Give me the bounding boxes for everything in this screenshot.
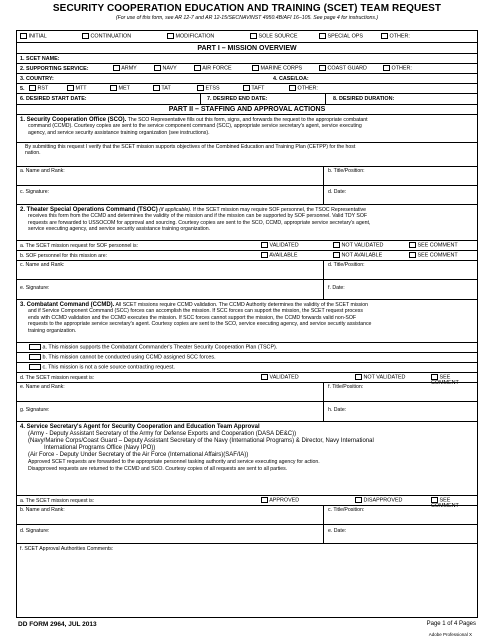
ccmd-date-field[interactable]: h. Date: [328,407,347,413]
agent-name-field[interactable]: b. Name and Rank: [20,507,65,513]
agent-signature-field[interactable]: d. Signature: [20,528,50,534]
ccmd-name-row [17,383,477,402]
tsoc-text-1: If the SCET mission may require SOF personnel, the TSOC Representative [191,207,366,213]
tsoc-not-validated-checkbox[interactable] [333,242,340,248]
team-type-row [17,84,477,94]
other-type-label: OTHER: [389,33,410,40]
navy-agent-line: (Navy/Marine Corps/Coast Guard – Deputy Assistant Secretary of the Navy (International Programs) & Director, Navy International [28,438,374,444]
scet-name-field[interactable] [17,54,477,64]
approved-label: APPROVED [269,497,300,504]
special-ops-checkbox[interactable] [319,33,326,39]
ccmd-text-5: training organization. [28,327,77,334]
tsoc-validation-label: a. The SCET mission request for SOF personnel is: [20,243,139,249]
modification-checkbox[interactable] [167,33,174,39]
supporting-service-label: 2. SUPPORTING SERVICE: [20,66,89,72]
air-force-checkbox[interactable] [194,65,201,71]
coast-guard-label: COAST GUARD [327,65,367,72]
sco-verify-text-1: By submitting this request I verify that the SCET mission supports objectives of the Combined Education and Training Plan (CETPP) for the host [25,144,356,150]
mtt-checkbox[interactable] [67,85,74,91]
sole-source-label: SOLE SOURCE [258,33,298,40]
tsoc-name-row [17,261,477,280]
tscp-checkbox[interactable] [29,344,41,350]
ccmd-validation-label: d. The SCET mission request is: [20,375,95,381]
service-agent-text-1: Approved SCET requests are forwarded to the appropriate personnel tasking authority and service executing agency for action. [28,459,320,465]
ccmd-title-field[interactable]: f. Title/Position: [328,384,364,390]
approval-see-comment-checkbox[interactable] [431,497,438,503]
sof-availability-row [17,251,477,261]
ccmd-scc-row [17,353,477,363]
request-type-row [17,31,477,43]
sof-available-label: AVAILABLE [269,252,298,259]
sco-title-field[interactable]: b. Title/Position: [328,168,365,174]
team-type-number: 5. [20,86,25,92]
rst-label: RST [37,85,49,92]
sof-not-available-label: NOT AVAILABLE [341,252,383,259]
tsoc-title-note: (if applicable). [157,207,192,213]
mtt-label: MTT [75,85,87,92]
form-title: SECURITY COOPERATION EDUCATION AND TRAINING (SCET) TEAM REQUEST [52,3,442,14]
ccmd-section [17,300,477,343]
sof-see-comment-checkbox[interactable] [409,252,416,258]
tsoc-name-field[interactable]: c. Name and Rank: [20,262,65,268]
marine-corps-checkbox[interactable] [252,65,259,71]
tsoc-text-4: service executing agency, and service security assistance training organization. [28,226,211,233]
form-body [16,30,478,618]
continuation-label: CONTINUATION [90,33,132,40]
sco-section [17,115,477,167]
ccmd-name-field[interactable]: e. Name and Rank: [20,384,65,390]
taft-label: TAFT [251,85,265,92]
sco-signature-field[interactable]: c. Signature: [20,189,50,195]
agent-title-field[interactable]: c. Title/Position: [328,507,365,513]
not-sole-source-checkbox[interactable] [29,364,41,370]
service-agent-text-2: Disapproved requests are returned to the CCMD and SCO. Courtesy copies of all requests are sent to all parties. [28,466,288,472]
not-sole-source-label: c. This mission is not a sole source contracting request. [42,364,175,371]
met-checkbox[interactable] [110,85,117,91]
navy-checkbox[interactable] [154,65,161,71]
coast-guard-checkbox[interactable] [319,65,326,71]
duration-label: 8. DESIRED DURATION: [333,96,395,102]
sof-see-comment-label: SEE COMMENT [417,252,458,259]
etss-checkbox[interactable] [197,85,204,91]
etss-label: ETSS [205,85,220,92]
ccmd-signature-row [17,402,477,422]
service-agent-title: 4. Service Secretary's Agent for Security Cooperation and Education Team Approval [20,424,260,430]
tsoc-date-field[interactable]: f. Date: [328,285,345,291]
tsoc-signature-field[interactable]: e. Signature: [20,285,50,291]
tsoc-text-2: receives this form from the CCMD and determines the validity of the mission and if the mission can be supported by SOF personnel. Valid TDY SOF [28,213,368,220]
form-subtitle: (For use of this form, see AR 12-7 and AR 12-15/SECNAVINST 4950.4B/AFI 16–105. See page 4 for instructions.) [115,15,379,21]
tsoc-see-comment-label: SEE COMMENT [417,242,458,249]
sof-available-checkbox[interactable] [261,252,268,258]
tsoc-text-3: requests are forwarded to USSOCOM for approval and sourcing. Courtesy copies are sent to the SCO, CCMD, appropriate service secretary's agent, [28,219,371,226]
ccmd-sole-source-row [17,363,477,373]
navy-ipo-line: International Programs Office (Navy IPO)) [44,445,156,451]
scet-name-label: 1. SCET NAME: [20,56,60,62]
tat-label: TAT [161,85,171,92]
tscp-label: a. This mission supports the Combatant Commander's Theater Security Cooperation Plan (TSCP). [42,344,278,351]
ccmd-see-comment-checkbox[interactable] [431,374,438,380]
tsoc-signature-row [17,280,477,300]
ccmd-not-validated-label: NOT VALIDATED [363,374,406,381]
scc-forces-checkbox[interactable] [29,354,41,360]
ccmd-validated-checkbox[interactable] [261,374,268,380]
ccmd-text-4: requests to the appropriate service secretary's agent. Courtesy copies are sent to the SCO, service executing agency, and service security assistance [28,321,372,328]
page-indicator: Page 1 of 4 Pages [426,621,476,627]
country-row [17,74,477,84]
tsoc-validation-row [17,241,477,251]
software-label: Adobe Professional X [428,632,472,637]
tsoc-validated-checkbox[interactable] [261,242,268,248]
tsoc-see-comment-checkbox[interactable] [409,242,416,248]
supporting-service-row [17,64,477,74]
comments-field[interactable] [17,544,477,617]
tsoc-section [17,205,477,241]
comments-label: f. SCET Approval Authorities Comments: [20,546,114,552]
country-label: 3. COUNTRY: [20,76,54,82]
ccmd-not-validated-checkbox[interactable] [355,374,362,380]
service-agent-section [17,422,477,496]
ccmd-title: 3. Combatant Command (CCMD). [20,302,115,308]
other-service-checkbox[interactable] [383,65,390,71]
initial-label: INITIAL [28,33,47,40]
form-number: DD FORM 2964, JUL 2013 [18,621,97,628]
approved-checkbox[interactable] [261,497,268,503]
tsoc-validated-label: VALIDATED [269,242,299,249]
ccmd-validated-label: VALIDATED [269,374,299,381]
sco-title: 1. Security Cooperation Office (SCO). [20,117,127,123]
air-force-agent-line: (Air Force - Deputy Under Secretary of the Air Force (International Affairs)(SAF/IA)) [28,452,249,458]
sco-date-field[interactable]: d. Date: [328,189,347,195]
ccmd-text-2: and if Service Component Command (SCC) forces can accomplish the mission. If SCC forces can support the mission, the SCET request process [28,308,363,315]
other-team-checkbox[interactable] [289,85,296,91]
other-service-label: OTHER: [391,65,412,72]
case-loa-label: 4. CASE/LOA: [273,76,309,82]
part1-title: PART I – MISSION OVERVIEW [17,43,477,54]
sof-not-available-checkbox[interactable] [333,252,340,258]
air-force-label: AIR FORCE [202,65,232,72]
tsoc-title-field[interactable]: d. Title/Position: [328,262,365,268]
approval-label: a. The SCET mission request is: [20,498,95,504]
ccmd-text-3: ends with CCMD validation and the CCMD executes the mission. If SCC forces cannot support the mission, the CCMD forwards valid non-SOF [28,314,357,321]
sco-text-3: agency, and service security assistance training organization (see instructions). [28,129,210,136]
ccmd-signature-field[interactable]: g. Signature: [20,407,50,413]
dates-row [17,94,477,105]
tsoc-not-validated-label: NOT VALIDATED [341,242,384,249]
ccmd-tscp-row [17,343,477,353]
disapproved-checkbox[interactable] [355,497,362,503]
ccmd-text-1: All SCET missions require CCMD validation. The CCMD Authority determines the validity of the SCET mission [114,302,369,308]
sole-source-checkbox[interactable] [250,33,257,39]
approval-see-comment-label: SEE COMMENT [431,497,459,510]
initial-checkbox[interactable] [20,33,27,39]
sco-signature-row [17,186,477,205]
agent-date-field[interactable]: e. Date: [328,528,347,534]
army-label: ARMY [121,65,137,72]
sco-name-field[interactable]: a. Name and Rank: [20,168,65,174]
army-checkbox[interactable] [113,65,120,71]
sco-text-2: command (CCMD). Courtesy copies are sent to the service component command (SCC), appropriate service secretary's agent, service executing [28,123,362,130]
sco-verify-text-2: nation. [25,150,41,157]
marine-corps-label: MARINE CORPS [260,65,303,72]
other-team-label: OTHER: [297,85,318,92]
disapproved-label: DISAPPROVED [363,497,403,504]
sco-text-1: The SCO Representative fills out this form, signs, and forwards the request to the appropriate combatant [126,117,368,123]
met-label: MET [118,85,130,92]
special-ops-label: SPECIAL OPS [327,33,363,40]
agent-signature-row [17,525,477,544]
start-date-label: 6. DESIRED START DATE: [20,96,87,102]
army-agent-line: (Army - Deputy Assistant Secretary of the Army for Defense Exports and Cooperation (DASA DE&C)) [28,431,297,437]
taft-checkbox[interactable] [243,85,250,91]
sco-name-row [17,167,477,186]
sof-availability-label: b. SOF personnel for this mission are: [20,253,108,259]
scc-forces-label: b. This mission cannot be conducted using CCMD assigned SCC forces. [42,354,216,361]
part2-title: PART II – STAFFING AND APPROVAL ACTIONS [17,105,477,115]
other-type-checkbox[interactable] [381,33,388,39]
continuation-checkbox[interactable] [82,33,89,39]
ccmd-see-comment-label: SEE COMMENT [431,374,459,387]
tsoc-title: 2. Theater Special Operations Command (TSOC) [20,207,158,213]
rst-checkbox[interactable] [29,85,36,91]
agent-name-row [17,506,477,525]
navy-label: NAVY [162,65,177,72]
end-date-label: 7. DESIRED END DATE: [207,96,268,102]
modification-label: MODIFICATION [175,33,215,40]
tat-checkbox[interactable] [153,85,160,91]
